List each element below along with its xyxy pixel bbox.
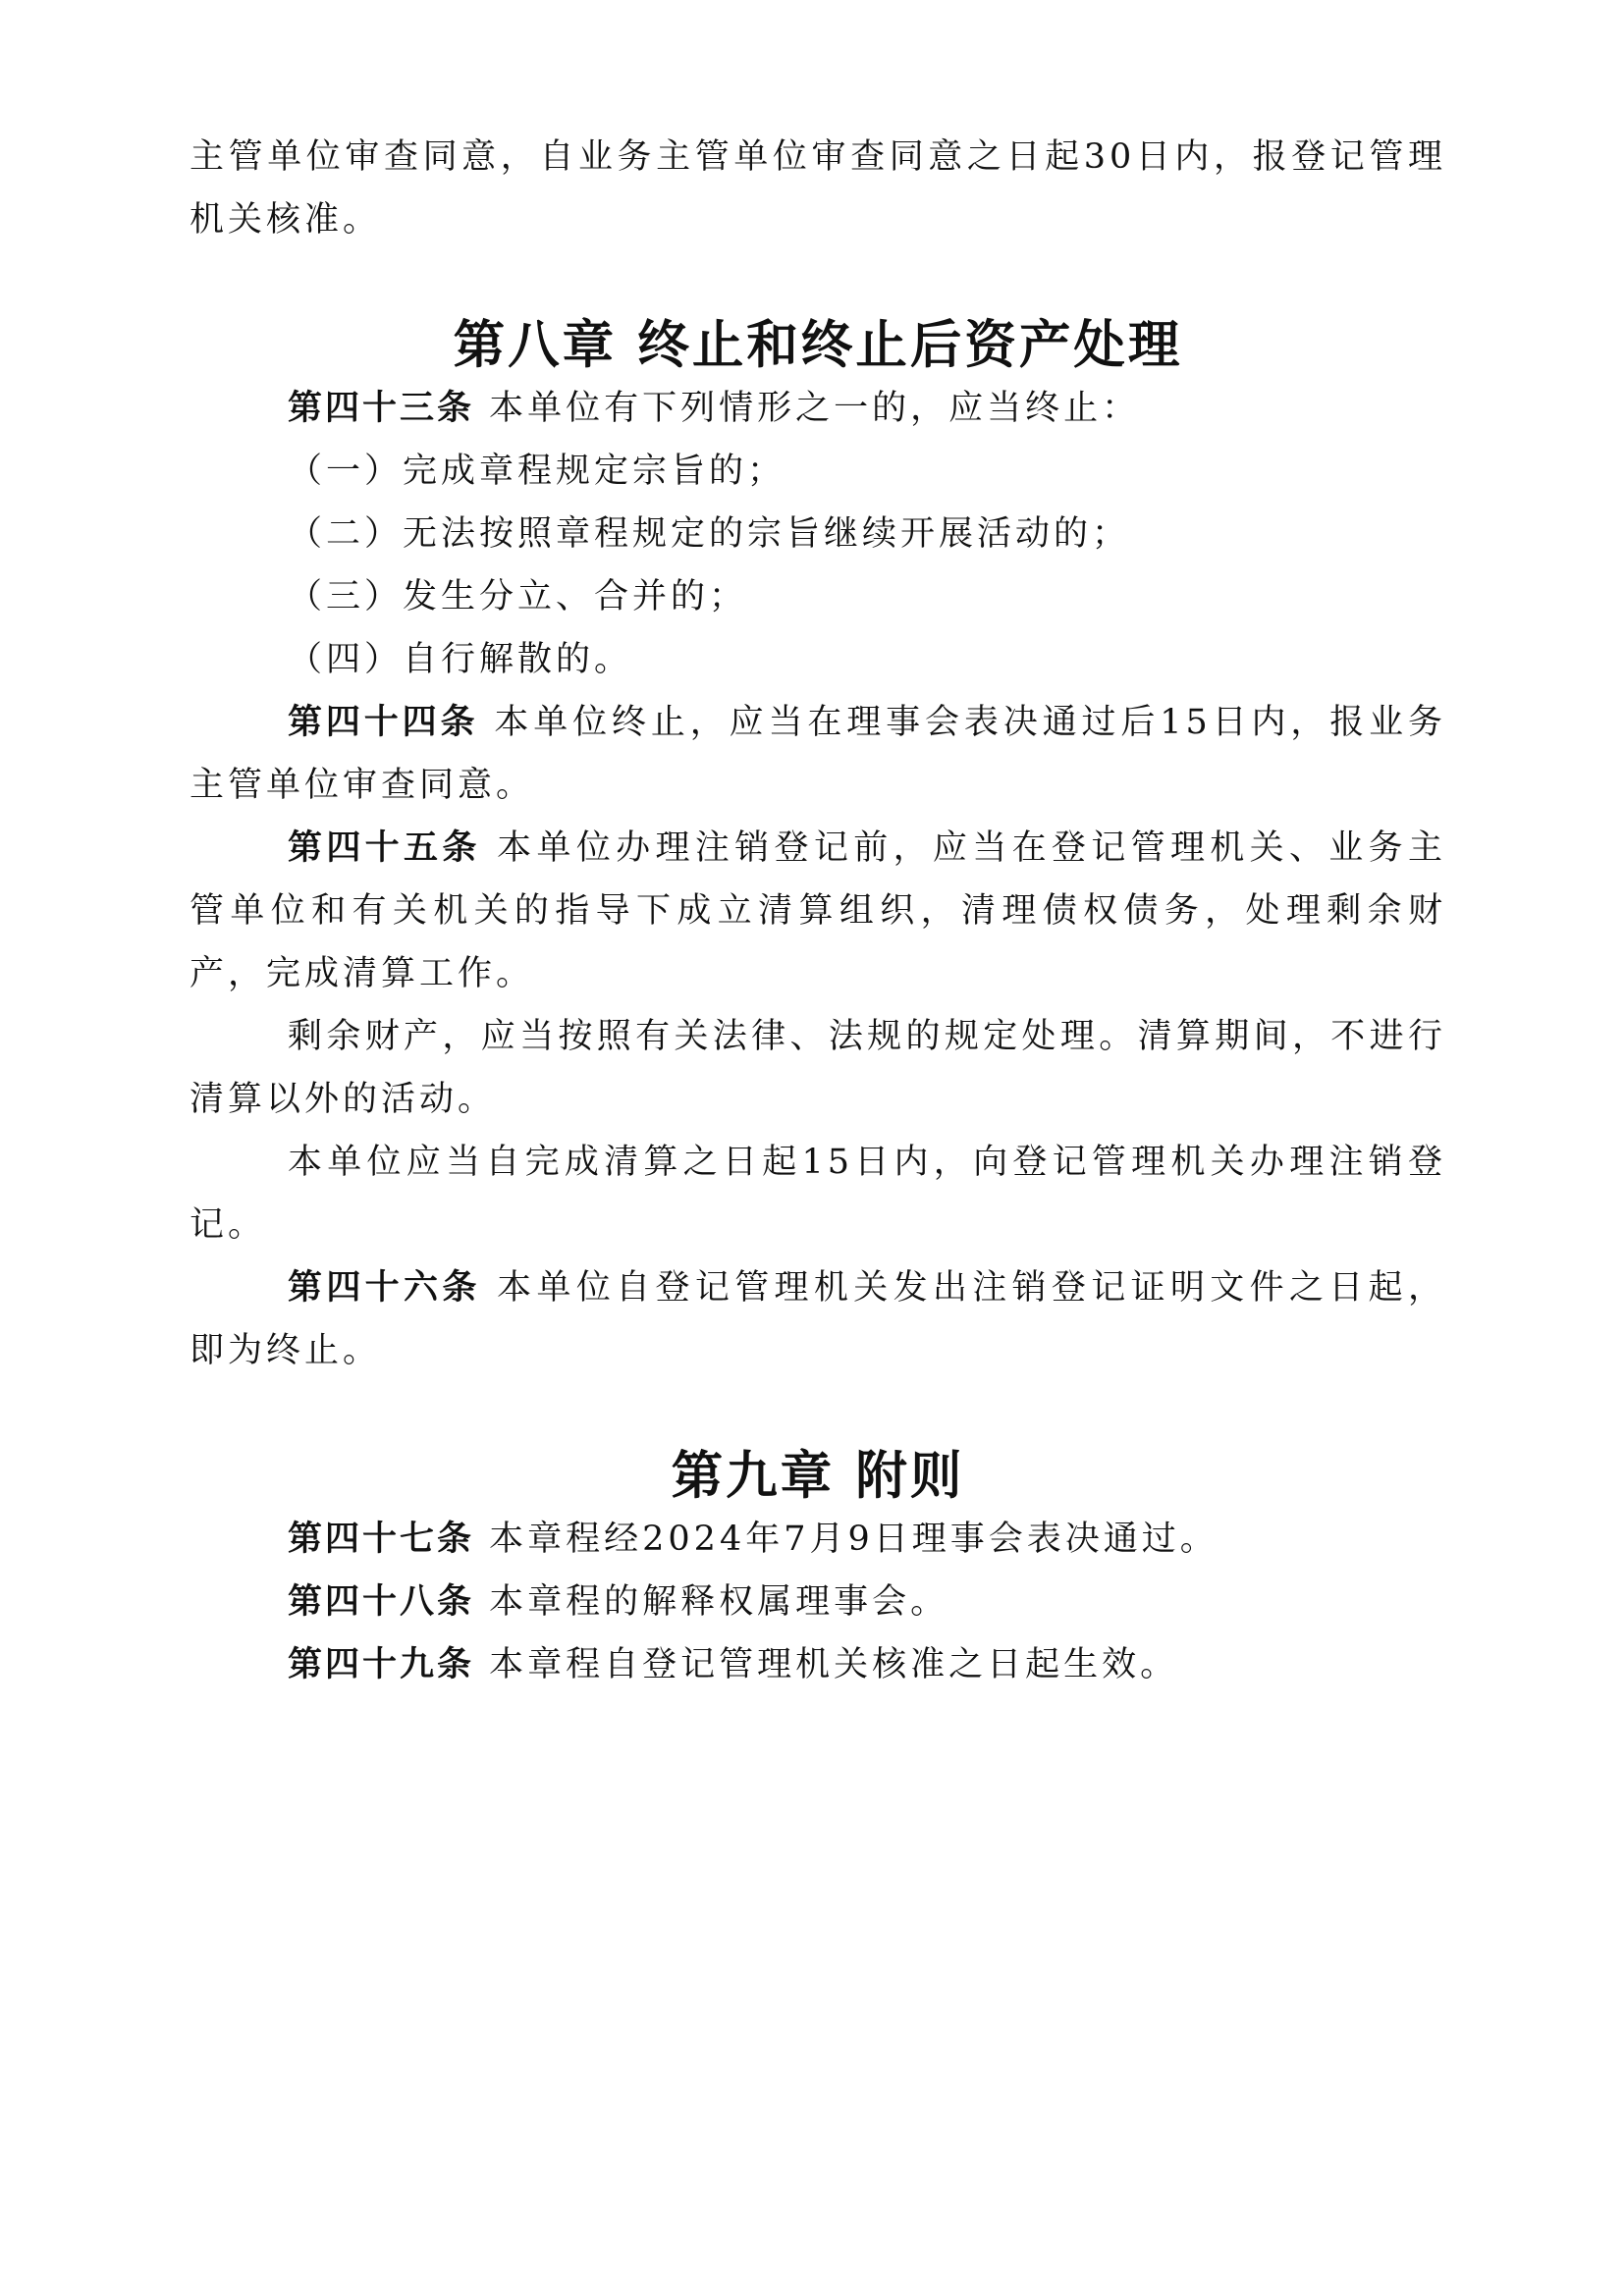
article-47 (189, 1508, 1446, 1571)
article-47-text: 本章程经2024年7月9日理事会表决通过。 (474, 1520, 1218, 1559)
continued-paragraph: 主管单位审查同意，自业务主管单位审查同意之日起30日内，报登记管理机关核准。 (189, 137, 1446, 240)
article-43-item-1: （一）完成章程规定宗旨的； (288, 452, 786, 491)
section-gap (189, 251, 1446, 314)
article-43-item-2: （二）无法按照章程规定的宗旨继续开展活动的； (288, 514, 1131, 554)
chapter-8-heading: 第八章 终止和终止后资产处理 (453, 315, 1183, 375)
article-48 (189, 1571, 1446, 1633)
article-44-label: 第四十四条 (288, 703, 479, 742)
article-43-item-4: （四）自行解散的。 (288, 640, 633, 679)
article-46 (189, 1256, 1446, 1382)
article-48-label: 第四十八条 (288, 1582, 475, 1622)
article-45-text: 本单位办理注销登记前，应当在登记管理机关、业务主管单位和有关机关的指导下成立清算组织，清理债权债务，处理剩余财产，完成清算工作。 (189, 828, 1446, 993)
article-43-text: 本单位有下列情形之一的，应当终止： (474, 389, 1141, 428)
article-44 (189, 691, 1446, 817)
article-49 (189, 1633, 1446, 1696)
article-49-text: 本章程自登记管理机关核准之日起生效。 (474, 1645, 1179, 1684)
article-43-label: 第四十三条 (288, 389, 475, 428)
chapter-9-heading: 第九章 附则 (671, 1446, 965, 1506)
article-45-label: 第四十五条 (288, 828, 481, 868)
article-46-text: 本单位自登记管理机关发出注销登记证明文件之日起，即为终止。 (189, 1268, 1446, 1370)
article-43-item-3: （三）发生分立、合并的； (288, 577, 748, 616)
article-46-label: 第四十六条 (288, 1268, 481, 1308)
article-44-text: 本单位终止，应当在理事会表决通过后15日内，报业务主管单位审查同意。 (189, 703, 1446, 805)
article-45 (189, 817, 1446, 1005)
article-47-label: 第四十七条 (288, 1520, 475, 1559)
document-body (189, 126, 1446, 1696)
section-gap (189, 1382, 1446, 1445)
article-49-label: 第四十九条 (288, 1645, 475, 1684)
article-48-text: 本章程的解释权属理事会。 (474, 1582, 949, 1622)
article-43 (189, 377, 1446, 440)
article-45-paragraph-3: 本单位应当自完成清算之日起15日内，向登记管理机关办理注销登记。 (189, 1143, 1446, 1245)
article-45-paragraph-2: 剩余财产，应当按照有关法律、法规的规定处理。清算期间，不进行清算以外的活动。 (189, 1017, 1446, 1119)
